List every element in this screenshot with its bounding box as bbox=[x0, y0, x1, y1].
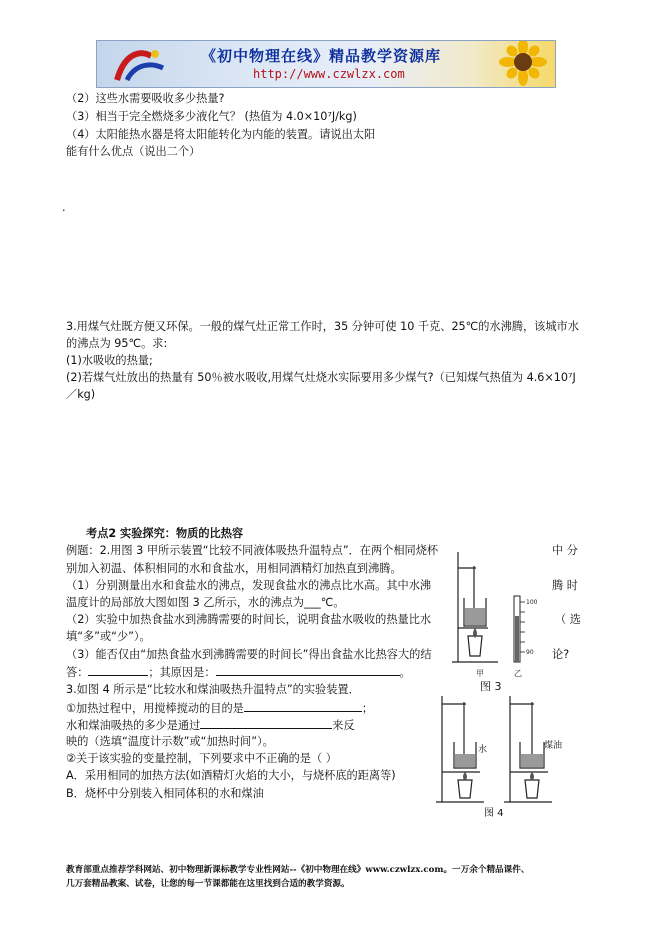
problem3-line3: (1)水吸收的热量; bbox=[66, 354, 153, 367]
problem3-line4: (2)若煤气灶放出的热量有 50％被水吸收,用煤气灶烧水实际要用多少煤气?（已知煤气热值为 4.6×10⁷J bbox=[66, 371, 576, 384]
figure-3-caption: 图 3 bbox=[480, 680, 502, 693]
example-line1: 例题：2.用图 3 甲所示装置“比较不同液体吸热升温特点”．在两个相同烧杯 bbox=[66, 544, 439, 557]
scale-90: 90 bbox=[526, 649, 534, 656]
figure-4-caption: 图 4 bbox=[484, 808, 504, 819]
example-line6: 填“多”或“少”）。 bbox=[66, 630, 151, 643]
sunflower-icon bbox=[493, 41, 555, 87]
example-line2: 别加入初温、体积相同的水和食盐水，用相同酒精灯加热直到沸腾。 bbox=[66, 562, 402, 575]
figure-3 bbox=[448, 546, 552, 694]
q3b-line4: 映的（选填“温度计示数”或“加热时间”）。 bbox=[66, 735, 274, 748]
reason-blank[interactable] bbox=[216, 663, 400, 676]
figure-3-jia: 甲 bbox=[476, 669, 484, 678]
scale-100: 100 bbox=[526, 599, 538, 606]
example-line1-end: 中 分 bbox=[552, 544, 578, 557]
example-line7-end: 论? bbox=[552, 648, 570, 661]
example-line7: （3）能否仅由“加热食盐水到沸腾需要的时间长”得出食盐水比热容大的结 bbox=[66, 648, 432, 661]
reason-label: ；其原因是： bbox=[148, 666, 216, 679]
example-line8: 答： ；其原因是： 。 bbox=[66, 663, 411, 681]
label-water: 水 bbox=[478, 745, 488, 755]
example-line3-end: 腾 时 bbox=[552, 579, 578, 592]
question-3: （3）相当于完全燃烧多少液化气？ (热值为 4.0×10⁷J/kg) bbox=[66, 110, 357, 123]
figure-3-yi: 乙 bbox=[514, 669, 522, 678]
q3b-line5: ②关于该实验的变量控制，下列要求中不正确的是（ ） bbox=[66, 752, 337, 765]
stray-dot: . bbox=[62, 201, 66, 214]
heat-measure-blank[interactable] bbox=[200, 716, 332, 729]
q3b-option-b: B．烧杯中分别装入相同体积的水和煤油 bbox=[66, 787, 264, 800]
answer-blank[interactable] bbox=[88, 663, 148, 676]
example-line5-end: （ 选 bbox=[555, 613, 581, 626]
example-line3: （1）分别测量出水和食盐水的沸点，发现食盐水的沸点比水高。其中水沸 bbox=[66, 579, 432, 592]
q3b-line1: 3.如图 4 所示是“比较水和煤油吸热升温特点”的实验装置． bbox=[66, 683, 360, 696]
footer-line2: 几万套精品教案、试卷，让您的每一节课都能在这里找到合适的教学资源。 bbox=[66, 879, 350, 889]
banner-url[interactable]: http://www.czwlzx.com bbox=[253, 67, 405, 81]
section-heading: 考点2 实验探究：物质的比热容 bbox=[86, 527, 244, 540]
q3b-option-a: A．采用相同的加热方法(如酒精灯火焰的大小，与烧杯底的距离等) bbox=[66, 769, 396, 782]
stir-purpose-blank[interactable] bbox=[244, 699, 362, 712]
q3b-line2: ①加热过程中，用搅棒搅动的目的是 ； bbox=[66, 699, 373, 717]
logo-icon bbox=[111, 46, 171, 84]
header-banner bbox=[96, 40, 556, 88]
problem3-line5: ／kg) bbox=[66, 388, 96, 401]
figure-4 bbox=[434, 690, 584, 820]
banner-title: 《初中物理在线》精品教学资源库 bbox=[201, 47, 442, 65]
example-line4: 温度计的局部放大图如图 3 乙所示，水的沸点为___℃。 bbox=[66, 596, 345, 609]
question-4-line1: （4）太阳能热水器是将太阳能转化为内能的装置。请说出太阳 bbox=[66, 128, 376, 141]
answer-label: 答： bbox=[66, 666, 89, 679]
example-line5: （2）实验中加热食盐水到沸腾需要的时间长，说明食盐水吸收的热量比水 bbox=[66, 613, 432, 626]
q3b-line3: 水和煤油吸热的多少是通过 来反 bbox=[66, 716, 355, 734]
problem3-line1: 3.用煤气灶既方便又环保。一般的煤气灶正常工作时，35 分钟可使 10 千克、25℃的水沸腾，该城市水 bbox=[66, 320, 579, 333]
question-4-line2: 能有什么优点（说出二个） bbox=[66, 145, 201, 158]
problem3-line2: 的沸点为 95℃。求: bbox=[66, 337, 168, 350]
question-2: （2）这些水需要吸收多少热量? bbox=[66, 92, 225, 105]
footer-line1: 教育部重点推荐学科网站、初中物理新课标教学专业性网站--《初中物理在线》www.czwlzx.com。一万余个精品课件、 bbox=[66, 865, 530, 875]
label-oil: 煤油 bbox=[544, 741, 563, 751]
